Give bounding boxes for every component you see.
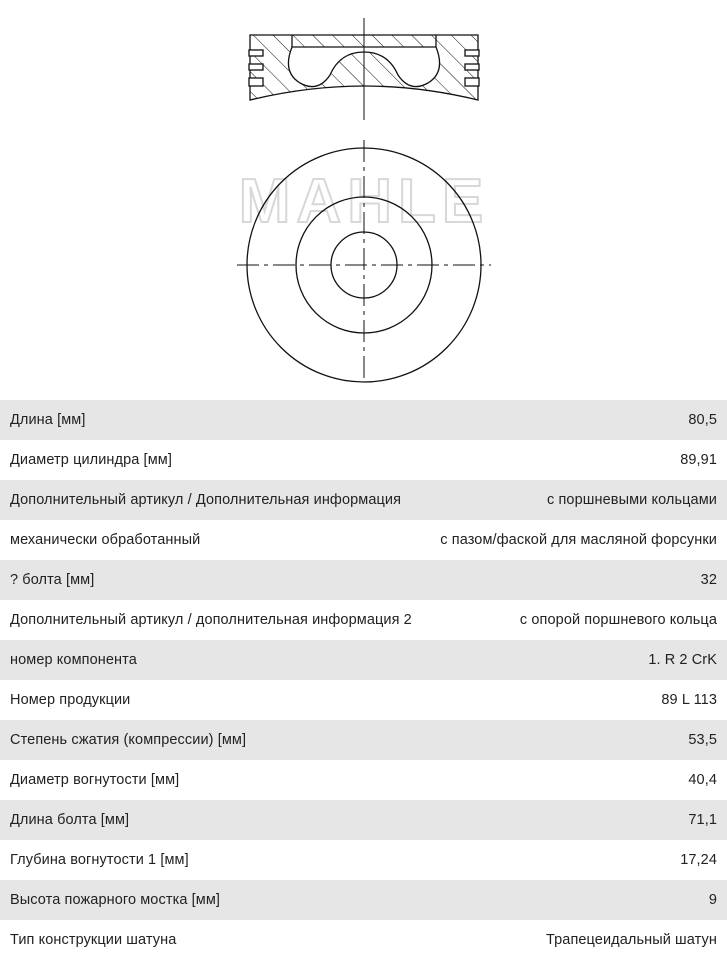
spec-value: 80,5 [688,412,717,428]
ring-groove-left-1 [249,50,263,56]
spec-value: 53,5 [688,732,717,748]
piston-drawing-svg [0,0,727,400]
spec-value: 40,4 [688,772,717,788]
piston-technical-drawing [0,0,727,400]
spec-table [0,400,727,960]
spec-row-bowl-diameter [0,760,727,800]
spec-label: номер компонента [10,652,137,668]
spec-label: Высота пожарного мостка [мм] [10,892,221,908]
spec-row-pin-diameter [0,560,727,600]
spec-row-bore-diameter [0,440,727,480]
spec-row-compression-height [0,720,727,760]
spec-value: с пазом/фаской для масляной форсунки [440,532,717,548]
spec-value: Трапецеидальный шатун [545,932,717,948]
ring-groove-right-3 [465,78,479,86]
spec-value: 32 [700,572,717,588]
spec-label: Номер продукции [10,692,131,708]
spec-row-bowl-depth [0,840,727,880]
spec-label: Длина болта [мм] [10,812,130,828]
spec-row-pin-length [0,800,727,840]
spec-row-additional-info [0,480,727,520]
spec-row-additional-info-2 [0,600,727,640]
spec-row-machined [0,520,727,560]
ring-groove-right-1 [465,50,479,56]
spec-row-top-land-height [0,880,727,920]
spec-label: Дополнительный артикул / дополнительная информация 2 [10,612,412,628]
ring-groove-right-2 [465,64,479,70]
spec-label: Длина [мм] [10,412,86,428]
spec-value: 89 L 113 [661,692,717,708]
spec-label: Глубина вогнутости 1 [мм] [10,852,189,868]
piston-side-section [249,18,479,120]
spec-label: Степень сжатия (компрессии) [мм] [10,732,247,748]
mahle-watermark: MAHLE [238,167,490,236]
spec-value: с опорой поршневого кольца [519,612,717,628]
spec-value: 17,24 [680,852,717,868]
spec-label: Тип конструкции шатуна [10,932,177,948]
spec-value: с поршневыми кольцами [547,492,717,508]
spec-row-component-number [0,640,727,680]
spec-row-connecting-rod-type [0,920,727,960]
spec-row-product-number [0,680,727,720]
spec-value: 71,1 [688,812,717,828]
spec-label: ? болта [мм] [10,572,95,588]
spec-value: 89,91 [680,452,717,468]
spec-label: Диаметр цилиндра [мм] [10,452,172,468]
spec-label: механически обработанный [10,532,201,548]
spec-value: 9 [708,892,717,908]
spec-label: Диаметр вогнутости [мм] [10,772,180,788]
spec-row-length [0,400,727,440]
ring-groove-left-3 [249,78,263,86]
ring-groove-left-2 [249,64,263,70]
spec-value: 1. R 2 CrK [648,652,717,668]
spec-label: Дополнительный артикул / Дополнительная информация [10,492,402,508]
